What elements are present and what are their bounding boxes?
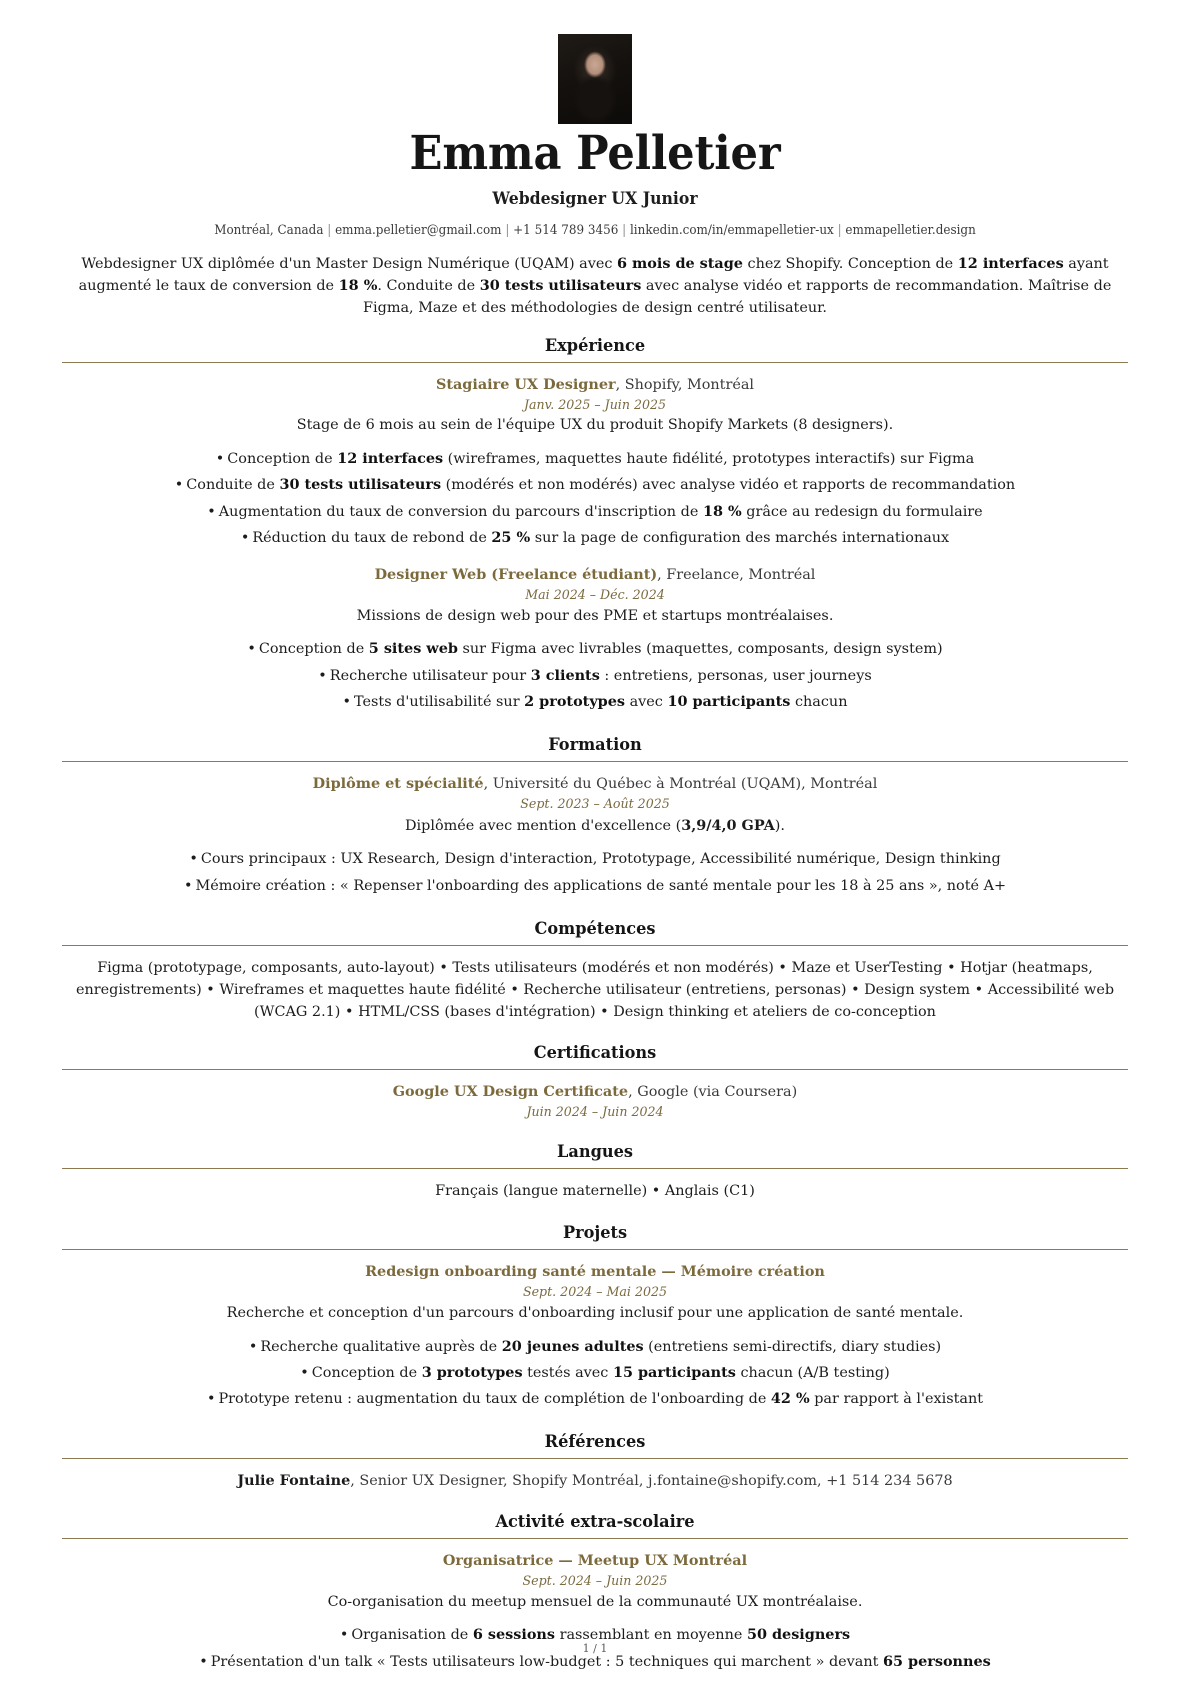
bullet-dot-icon: •: [300, 1364, 309, 1381]
body-text: Conception de: [227, 451, 338, 468]
section-title: Activité extra-scolaire: [495, 1512, 695, 1533]
spacer: [62, 1122, 1128, 1132]
section-experience: [62, 336, 1128, 725]
section-title: Certifications: [533, 1043, 657, 1064]
body-text: grâce au redesign du formulaire: [741, 503, 983, 520]
contact-item[interactable]: emmapelletier.design: [845, 221, 976, 237]
body-text: Organisation de: [351, 1627, 473, 1644]
bullet-dot-icon: •: [247, 641, 256, 658]
bullet-dot-icon: •: [207, 503, 216, 520]
body-text: par rapport à l'existant: [809, 1390, 983, 1407]
spacer: [62, 715, 1128, 725]
highlight-text: 15 participants: [612, 1363, 736, 1381]
entry: [62, 1471, 1128, 1502]
section-certifications: [62, 1043, 1128, 1132]
entry-heading: [62, 1551, 1128, 1572]
body-text: chacun (A/B testing): [735, 1364, 890, 1381]
entry-heading: [62, 1082, 1128, 1103]
body-text: Réduction du taux de rebond de: [252, 529, 492, 546]
entry-description: [62, 1303, 1128, 1325]
highlight-text: 42 %: [770, 1389, 810, 1407]
highlight-text: 18 %: [338, 277, 378, 295]
body-text: Recherche qualitative auprès de: [260, 1338, 502, 1355]
entry-organisation: , Google (via Coursera): [628, 1084, 798, 1101]
headline: Webdesigner UX Junior: [492, 188, 698, 208]
entry-date: Mai 2024 – Déc. 2024: [525, 586, 665, 602]
body-text: (modérés et non modérés) avec analyse vidéo et rapports de recommandation: [441, 477, 1016, 494]
entry-date: Sept. 2024 – Mai 2025: [522, 1284, 668, 1299]
body-text: Webdesigner UX diplômée d'un Master Design Numérique (UQAM) avec: [81, 255, 618, 272]
entry-date: Juin 2024 – Juin 2024: [526, 1104, 664, 1120]
spacer: [62, 1023, 1128, 1033]
section-body: Français (langue maternelle) • Anglais (C1): [435, 1183, 755, 1200]
highlight-text: 6 sessions: [472, 1626, 555, 1644]
spacer: [62, 1203, 1128, 1213]
entry-description: [62, 1592, 1128, 1614]
bullet-dot-icon: •: [318, 667, 327, 684]
contact-line: [89, 222, 1102, 237]
entry-role: Redesign onboarding santé mentale — Mémoire création: [365, 1263, 825, 1281]
body-text: Prototype retenu : augmentation du taux de complétion de l'onboarding de: [218, 1390, 771, 1407]
list-item: [62, 1386, 1128, 1412]
section-divider: [62, 1458, 1128, 1459]
entry-role: Designer Web (Freelance étudiant): [374, 565, 658, 583]
section-body: Figma (prototypage, composants, auto-layout) • Tests utilisateurs (modérés et non modérés) • Maze et UserTesting • Hotjar (heatmaps, enregistrements) • Wireframes et maquettes haute fidélité • Recherche utilisateur (entretiens, personas) • Design system • Accessibilité web (WCAG 2.1) • HTML/CSS (bases d'intégration) • Design thinking et ateliers de co-conception: [75, 959, 1115, 1020]
highlight-text: 30 tests utilisateurs: [479, 277, 642, 295]
bullet-list: [62, 446, 1128, 551]
entry-heading: [62, 375, 1128, 396]
spacer: [62, 1675, 1128, 1683]
contact-separator: |: [837, 221, 842, 237]
body-text: (entretiens semi-directifs, diary studies): [643, 1338, 942, 1355]
section-title: Expérience: [544, 335, 646, 356]
entry: [62, 565, 1128, 725]
bullet-dot-icon: •: [248, 1338, 258, 1355]
list-item: [62, 446, 1128, 472]
entry: [62, 375, 1128, 561]
avatar: [558, 34, 632, 124]
entry-heading: [62, 774, 1128, 795]
highlight-text: 5 sites web: [368, 640, 458, 658]
contact-item[interactable]: emma.pelletier@gmail.com: [335, 221, 502, 237]
spacer: [62, 1412, 1128, 1422]
section-title: Formation: [548, 734, 642, 755]
highlight-text: 10 participants: [667, 692, 791, 710]
highlight-text: 3,9/4,0 GPA: [681, 816, 775, 834]
bullet-dot-icon: •: [183, 877, 193, 894]
body-text: ayant augmenté le taux de conversion de: [78, 255, 1109, 295]
section-divider: [62, 362, 1128, 363]
body-text: Conception de: [311, 1364, 422, 1381]
entry-heading: [62, 565, 1128, 586]
body-text: sur la page de configuration des marchés internationaux: [530, 529, 950, 546]
bullet-list: [62, 636, 1128, 715]
bullet-dot-icon: •: [189, 851, 198, 868]
list-item: [62, 472, 1128, 498]
section-langues: [62, 1142, 1128, 1213]
section-divider: [62, 1538, 1128, 1539]
body-text: Conduite de: [186, 477, 280, 494]
spacer: [62, 1492, 1128, 1502]
body-text: Mémoire création : « Repenser l'onboarding des applications de santé mentale pour les 18 à 25 ans », noté A+: [195, 877, 1007, 894]
list-item: [62, 873, 1128, 899]
entry-description: [62, 606, 1128, 628]
section-title: Projets: [562, 1223, 628, 1244]
entry-role: Organisatrice — Meetup UX Montréal: [442, 1552, 748, 1570]
section-competences: [62, 919, 1128, 1034]
entry-heading: [62, 1471, 1128, 1492]
list-item: [62, 689, 1128, 715]
list-item: [62, 636, 1128, 662]
list-item: [62, 499, 1128, 525]
entry-role: Diplôme et spécialité: [312, 774, 484, 792]
body-text: sur Figma avec livrables (maquettes, composants, design system): [457, 641, 943, 658]
section-title: Compétences: [534, 918, 656, 939]
sections-container: [62, 336, 1128, 1683]
bullet-dot-icon: •: [199, 1653, 208, 1670]
body-text: : entretiens, personas, user journeys: [599, 667, 872, 684]
section-projets: [62, 1223, 1128, 1422]
entry: [62, 774, 1128, 909]
entry-description: [62, 415, 1128, 437]
section-divider: [62, 1249, 1128, 1250]
body-text: Recherche et conception d'un parcours d'onboarding inclusif pour une application de santé mentale.: [226, 1304, 964, 1321]
entry-organisation: , Freelance, Montréal: [657, 566, 816, 583]
highlight-text: 3 prototypes: [421, 1363, 523, 1381]
body-text: rassemblant en moyenne: [555, 1627, 747, 1644]
spacer: [62, 551, 1128, 561]
highlight-text: 25 %: [491, 528, 531, 546]
bullet-dot-icon: •: [206, 1390, 216, 1407]
entry-role: Stagiaire UX Designer: [435, 375, 616, 393]
section-references: [62, 1432, 1128, 1502]
body-text: Recherche utilisateur pour: [329, 667, 531, 684]
entry: [62, 1082, 1128, 1132]
body-text: avec analyse vidéo et rapports de recommandation. Maîtrise de Figma, Maze et des méthodologies de design centré utilisateur.: [363, 278, 1112, 317]
body-text: avec: [625, 693, 668, 710]
body-text: . Conduite de: [377, 278, 480, 295]
body-text: (wireframes, maquettes haute fidélité, prototypes interactifs) sur Figma: [443, 451, 975, 468]
entry: [62, 1262, 1128, 1422]
entry-organisation: , Senior UX Designer, Shopify Montréal, j.fontaine@shopify.com, +1 514 234 5678: [350, 1473, 953, 1490]
contact-separator: |: [505, 221, 510, 237]
section-formation: [62, 735, 1128, 909]
body-text: Présentation d'un talk « Tests utilisateurs low-budget : 5 techniques qui marchent » devant: [210, 1653, 884, 1670]
avatar-container: [62, 34, 1128, 124]
section-divider: [62, 761, 1128, 762]
contact-item[interactable]: Montréal, Canada: [214, 221, 324, 237]
body-text: Missions de design web pour des PME et startups montréalaises.: [356, 607, 834, 624]
bullet-dot-icon: •: [215, 451, 225, 468]
list-item: [62, 1360, 1128, 1386]
bullet-dot-icon: •: [240, 529, 250, 546]
page-title: Emma Pelletier: [409, 126, 781, 181]
body-text: Conception de: [258, 641, 369, 658]
entry-organisation: , Shopify, Montréal: [615, 376, 755, 393]
highlight-text: 50 designers: [746, 1626, 851, 1644]
section-divider: [62, 945, 1128, 946]
highlight-text: 65 personnes: [883, 1652, 991, 1670]
highlight-text: 30 tests utilisateurs: [279, 476, 442, 494]
body-text: Augmentation du taux de conversion du parcours d'inscription de: [218, 503, 703, 520]
entry: [62, 1551, 1128, 1683]
contact-separator: |: [327, 221, 332, 237]
body-text: ).: [774, 817, 785, 834]
highlight-text: 3 clients: [530, 666, 600, 684]
highlight-text: 20 jeunes adultes: [501, 1337, 644, 1355]
page-footer: 1 / 1: [582, 1642, 608, 1655]
summary-paragraph: [62, 253, 1128, 320]
list-item: [62, 1334, 1128, 1360]
entry-heading: [62, 1262, 1128, 1283]
body-text: Stage de 6 mois au sein de l'équipe UX du produit Shopify Markets (8 designers).: [296, 417, 894, 434]
body-text: chez Shopify. Conception de: [742, 255, 958, 272]
highlight-text: 12 interfaces: [337, 450, 444, 468]
highlight-text: 12 interfaces: [957, 254, 1064, 272]
section-divider: [62, 1168, 1128, 1169]
body-text: Diplômée avec mention d'excellence (: [405, 817, 682, 834]
contact-item[interactable]: linkedin.com/in/emmapelletier-ux: [629, 221, 834, 237]
entry-role: Julie Fontaine: [237, 1472, 351, 1490]
entry-role: Google UX Design Certificate: [392, 1083, 629, 1101]
entry-description: [62, 815, 1128, 838]
contact-separator: |: [622, 221, 627, 237]
body-text: Co-organisation du meetup mensuel de la communauté UX montréalaise.: [327, 1593, 863, 1610]
entry-date: Janv. 2025 – Juin 2025: [524, 396, 666, 412]
list-item: [62, 525, 1128, 551]
list-item: [62, 846, 1128, 872]
bullet-dot-icon: •: [174, 477, 184, 494]
section-activite-extra-scolaire: [62, 1512, 1128, 1683]
entry-organisation: , Université du Québec à Montréal (UQAM), Montréal: [483, 775, 878, 792]
body-text: Tests d'utilisabilité sur: [354, 693, 525, 710]
bullet-dot-icon: •: [342, 693, 352, 710]
bullet-list: [62, 1334, 1128, 1413]
spacer: [62, 899, 1128, 909]
body-text: chacun: [790, 693, 848, 710]
section-title: Langues: [557, 1142, 633, 1163]
list-item: [62, 663, 1128, 689]
section-divider: [62, 1069, 1128, 1070]
contact-item[interactable]: +1 514 789 3456: [513, 221, 619, 237]
section-title: Références: [544, 1432, 646, 1453]
body-text: testés avec: [522, 1364, 613, 1381]
bullet-dot-icon: •: [339, 1627, 349, 1644]
entry-date: Sept. 2023 – Août 2025: [520, 795, 670, 811]
entry-date: Sept. 2024 – Juin 2025: [522, 1572, 668, 1588]
body-text: Cours principaux : UX Research, Design d'interaction, Prototypage, Accessibilité numérique, Design thinking: [200, 851, 1001, 868]
highlight-text: 2 prototypes: [524, 692, 625, 710]
highlight-text: 18 %: [702, 502, 742, 520]
bullet-list: [62, 846, 1128, 898]
highlight-text: 6 mois de stage: [617, 254, 743, 272]
